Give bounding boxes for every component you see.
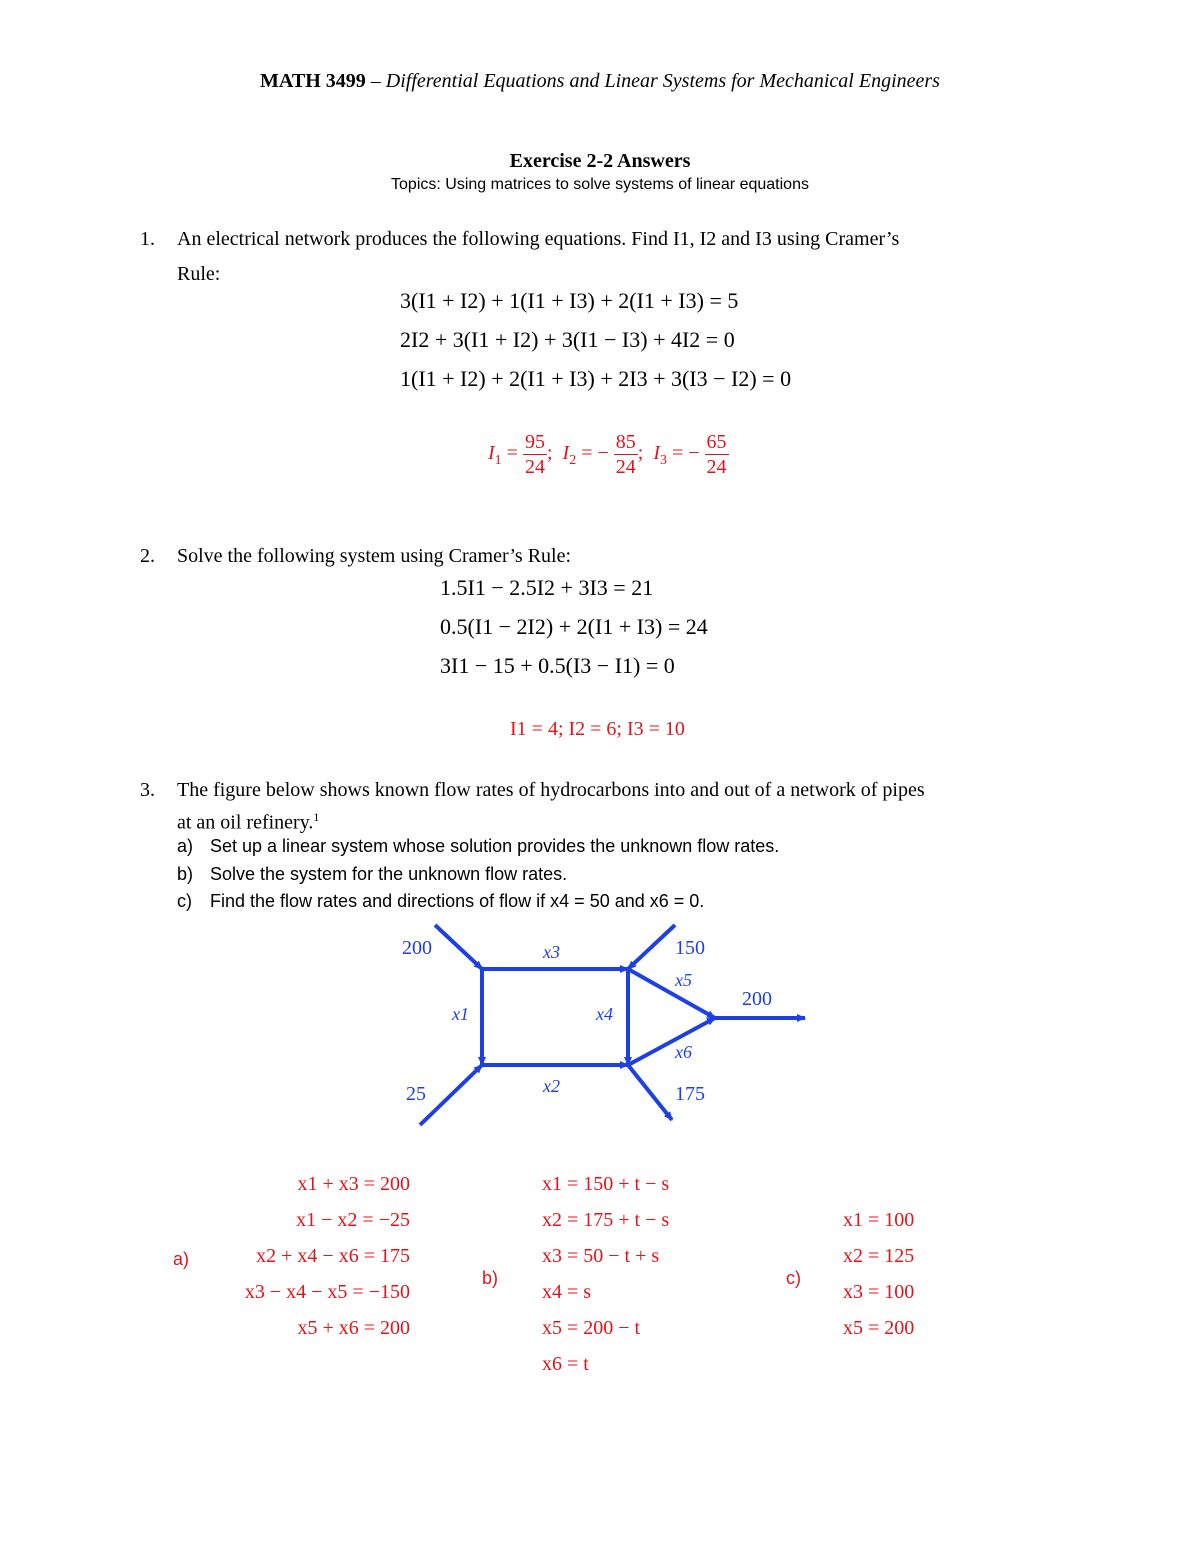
q3-part-c: c) Find the flow rates and directions of flow if x4 = 50 and x6 = 0.: [177, 891, 705, 911]
q3-answer-c-label: c): [786, 1268, 801, 1288]
q2-eq3: 3I1 − 15 + 0.5(I3 − I1) = 0: [440, 653, 675, 678]
q3-c-eq2: x2 = 125: [843, 1245, 915, 1267]
label-x3: x3: [543, 942, 560, 962]
label-x1: x1: [452, 1004, 469, 1024]
q2-text: Solve the following system using Cramer’s Rule:: [177, 545, 572, 567]
q3-answer-c: [843, 1209, 914, 1353]
q3-a-eq5: x5 + x6 = 200: [297, 1317, 410, 1339]
pipe-in-200: [435, 925, 482, 969]
q3-b-eq4: x4 = s: [542, 1281, 592, 1303]
pipe-in-150: [628, 925, 675, 969]
q3-part-a: a) Set up a linear system whose solution provides the unknown flow rates.: [177, 836, 780, 856]
q2-answer: I1 = 4; I2 = 6; I3 = 10: [510, 718, 685, 740]
q1-text: [177, 226, 899, 288]
label-x2: x2: [543, 1076, 560, 1096]
q1-number: 1.: [140, 228, 155, 250]
q3-answer-b-label: b): [482, 1268, 499, 1288]
q1-i2-fraction: $\frac{85}{24}$: [615, 431, 636, 478]
label-x6: x6: [675, 1042, 692, 1062]
q1-eq1: 3(I1 + I2) + 1(I1 + I3) + 2(I1 + I3) = 5: [400, 288, 739, 313]
course-header: [0, 70, 1200, 93]
label-x4: x4: [596, 1004, 613, 1024]
q3-text-line1: The figure below shows known flow rates of hydrocarbons into and out of a network of pipes: [177, 779, 925, 801]
q3-a-eq3: x2 + x4 − x6 = 175: [256, 1245, 410, 1267]
pipe-in-25: [420, 1065, 482, 1125]
q3-b-eq1: x1 = 150 + t − s: [542, 1173, 670, 1195]
course-code: MATH 3499: [260, 70, 366, 92]
q3-a-eq1: x1 + x3 = 200: [297, 1173, 410, 1195]
q3-b-eq5: x5 = 200 − t: [542, 1317, 641, 1339]
q3-part-b: b) Solve the system for the unknown flow rates.: [177, 863, 568, 884]
pipe-x6: [628, 1018, 715, 1065]
pipe-network-figure: [380, 920, 820, 1135]
course-title: Differential Equations and Linear Systems for Mechanical Engineers: [385, 70, 940, 92]
q3-answer-a-label: a): [173, 1249, 190, 1269]
label-out-175: 175: [675, 1083, 705, 1105]
q3-b-eq6: x6 = t: [542, 1353, 589, 1375]
q3-a-eq2: x1 − x2 = −25: [296, 1209, 410, 1231]
q3-parts: [177, 833, 779, 916]
q3-c-eq3: x3 = 100: [843, 1281, 915, 1303]
q3-c-eq4: x5 = 200: [843, 1317, 915, 1339]
q3-a-eq4: x3 − x4 − x5 = −150: [244, 1281, 410, 1303]
q2-number: 2.: [140, 545, 155, 567]
q2-eq1: 1.5I1 − 2.5I2 + 3I3 = 21: [440, 575, 654, 600]
q3-c-eq1: x1 = 100: [843, 1209, 915, 1231]
q3-answer-b: [542, 1173, 669, 1389]
q1-i1-fraction: $\frac{95}{24}$: [524, 431, 545, 478]
q3-text: [177, 777, 925, 837]
q1-text-line1: An electrical network produces the following equations. Find I1, I2 and I3 using Cramer’s: [177, 228, 900, 250]
q2-eq2: 0.5(I1 − 2I2) + 2(I1 + I3) = 24: [440, 614, 708, 639]
q1-answer: $I_1$ = $\frac{95}{24}$ ; $I_2$ = − $\frac{85}{24}$ ; $I_3$ = − $\frac{65}{24}$: [488, 431, 727, 478]
q1-i3-fraction: $\frac{65}{24}$: [706, 431, 727, 478]
q1-text-line2: Rule:: [177, 263, 221, 285]
header-dash: –: [365, 70, 386, 92]
label-out-200: 200: [742, 988, 772, 1010]
label-in-150: 150: [675, 937, 705, 959]
q3-b-eq3: x3 = 50 − t + s: [542, 1245, 660, 1267]
page-title: Exercise 2-2 Answers: [509, 150, 691, 172]
pipe-out-175: [628, 1065, 672, 1120]
label-in-200: 200: [402, 937, 432, 959]
q3-text-line2: at an oil refinery.$^1$: [177, 810, 320, 834]
q1-eq3: 1(I1 + I2) + 2(I1 + I3) + 2I3 + 3(I3 − I2) = 0: [400, 366, 792, 391]
q3-b-eq2: x2 = 175 + t − s: [542, 1209, 670, 1231]
label-in-25: 25: [406, 1083, 426, 1105]
q3-answer-a: [220, 1173, 410, 1353]
label-x5: x5: [675, 970, 692, 990]
q1-eq2: 2I2 + 3(I1 + I2) + 3(I1 − I3) + 4I2 = 0: [400, 327, 735, 352]
pipe-x5: [628, 969, 715, 1018]
topics-line: Topics: Using matrices to solve systems of linear equations: [391, 176, 809, 193]
q3-number: 3.: [140, 779, 155, 801]
